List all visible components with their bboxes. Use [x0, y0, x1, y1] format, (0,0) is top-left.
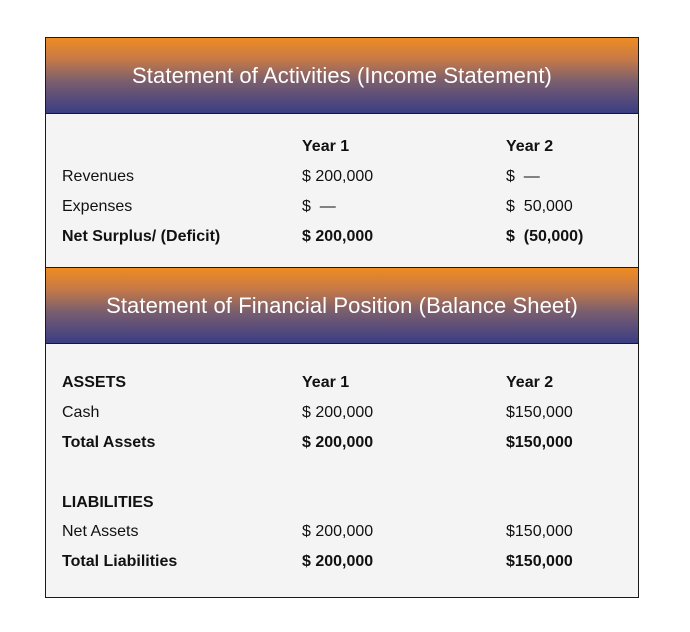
net-assets-label: Net Assets — [62, 523, 139, 540]
revenues-label: Revenues — [62, 168, 135, 185]
revenues-year1-value: $ 200,000 — [302, 168, 374, 185]
balance-year2-header: Year 2 — [506, 374, 554, 391]
net-assets-year1-value: $ 200,000 — [302, 523, 374, 540]
revenues-year2-value: $ — — [506, 168, 540, 185]
total-assets-year2-value: $150,000 — [506, 434, 573, 451]
balance-year1-header: Year 1 — [302, 374, 350, 391]
liabilities-heading: LIABILITIES — [62, 494, 154, 511]
expenses-year2-value: $ 50,000 — [506, 198, 573, 215]
income-statement-banner — [46, 38, 638, 114]
total-liabilities-year1-value: $ 200,000 — [302, 553, 374, 570]
total-liabilities-label: Total Liabilities — [62, 553, 178, 570]
net-assets-year2-value: $150,000 — [506, 523, 573, 540]
income-year1-header: Year 1 — [302, 138, 350, 155]
income-statement-title: Statement of Activities (Income Statement) — [132, 62, 552, 88]
cash-year2-value: $150,000 — [506, 404, 573, 421]
expenses-label: Expenses — [62, 198, 133, 215]
expenses-year1-value: $ — — [302, 198, 336, 215]
cash-year1-value: $ 200,000 — [302, 404, 374, 421]
income-year2-header: Year 2 — [506, 138, 554, 155]
net-surplus-year1-value: $ 200,000 — [302, 228, 374, 245]
assets-heading: ASSETS — [62, 374, 127, 391]
financial-statements-panel — [45, 37, 639, 598]
net-surplus-label: Net Surplus/ (Deficit) — [62, 228, 221, 245]
total-liabilities-year2-value: $150,000 — [506, 553, 573, 570]
total-assets-year1-value: $ 200,000 — [302, 434, 374, 451]
cash-label: Cash — [62, 404, 100, 421]
balance-sheet-banner — [46, 267, 638, 344]
balance-sheet-title: Statement of Financial Position (Balance Sheet) — [106, 292, 578, 318]
total-assets-label: Total Assets — [62, 434, 156, 451]
net-surplus-year2-value: $ (50,000) — [506, 228, 584, 245]
